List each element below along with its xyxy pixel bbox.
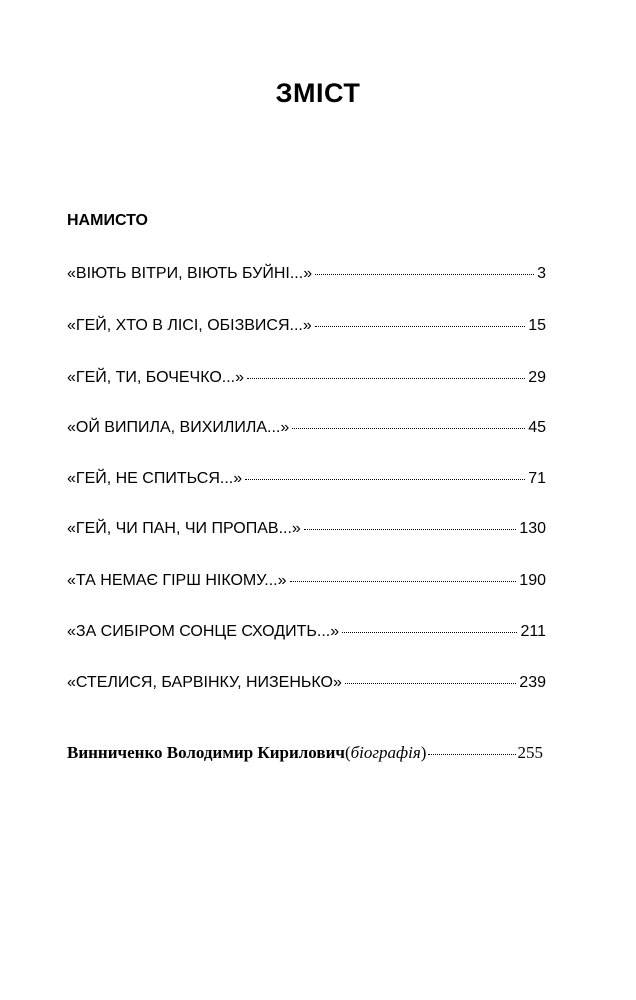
toc-entry-page: 239	[519, 674, 546, 691]
toc-entry[interactable]	[67, 419, 546, 441]
toc-entry-page: 211	[520, 623, 546, 640]
toc-entry[interactable]	[67, 369, 546, 391]
toc-entry-title: «ТА НЕМАЄ ГІРШ НІКОМУ...»	[67, 572, 287, 589]
toc-entry-title: «ГЕЙ, ТИ, БОЧЕЧКО...»	[67, 369, 245, 386]
toc-entry-title: «ГЕЙ, ЧИ ПАН, ЧИ ПРОПАВ...»	[67, 520, 301, 537]
dot-leader	[315, 274, 534, 275]
toc-entry-page: 29	[528, 369, 546, 386]
toc-entry[interactable]	[67, 674, 546, 696]
toc-entry[interactable]	[67, 317, 546, 339]
dot-leader	[428, 754, 515, 755]
biography-page: 255	[517, 743, 543, 762]
toc-entry-title: «ВІЮТЬ ВІТРИ, ВІЮТЬ БУЙНІ...»	[67, 265, 313, 282]
dot-leader	[245, 479, 525, 480]
dot-leader	[342, 632, 517, 633]
section-heading: НАМИСТО	[67, 212, 148, 229]
toc-entry-page: 130	[519, 520, 546, 537]
toc-entry-page: 71	[528, 470, 546, 487]
toc-entry-title: «ГЕЙ, НЕ СПИТЬСЯ...»	[67, 470, 243, 487]
toc-entry-title: «ЗА СИБІРОМ СОНЦЕ СХОДИТЬ...»	[67, 623, 340, 640]
toc-entry-page: 15	[528, 317, 546, 334]
paren-open: (	[344, 743, 351, 762]
dot-leader	[345, 683, 516, 684]
toc-entry-page: 45	[528, 419, 546, 436]
toc-entry-title: «ГЕЙ, ХТО В ЛІСІ, ОБІЗВИСЯ...»	[67, 317, 312, 334]
biography-entry[interactable]	[67, 743, 543, 765]
toc-entry[interactable]	[67, 572, 546, 594]
paren-close: )	[420, 743, 427, 762]
toc-entry[interactable]	[67, 623, 546, 645]
toc-entry-title: «ОЙ ВИПИЛА, ВИХИЛИЛА...»	[67, 419, 290, 436]
dot-leader	[290, 581, 517, 582]
dot-leader	[292, 428, 525, 429]
dot-leader	[315, 326, 525, 327]
dot-leader	[304, 529, 516, 530]
toc-entry[interactable]	[67, 265, 546, 287]
biography-note: біографія	[350, 743, 421, 762]
biography-name: Винниченко Володимир Кирилович	[67, 743, 345, 762]
toc-entry-page: 190	[519, 572, 546, 589]
page-title: ЗМІСТ	[275, 78, 361, 108]
toc-entry[interactable]	[67, 520, 546, 542]
toc-entry-title: «СТЕЛИСЯ, БАРВІНКУ, НИЗЕНЬКО»	[67, 674, 342, 691]
toc-entry-page: 3	[537, 265, 546, 282]
dot-leader	[247, 378, 525, 379]
toc-entry[interactable]	[67, 470, 546, 492]
